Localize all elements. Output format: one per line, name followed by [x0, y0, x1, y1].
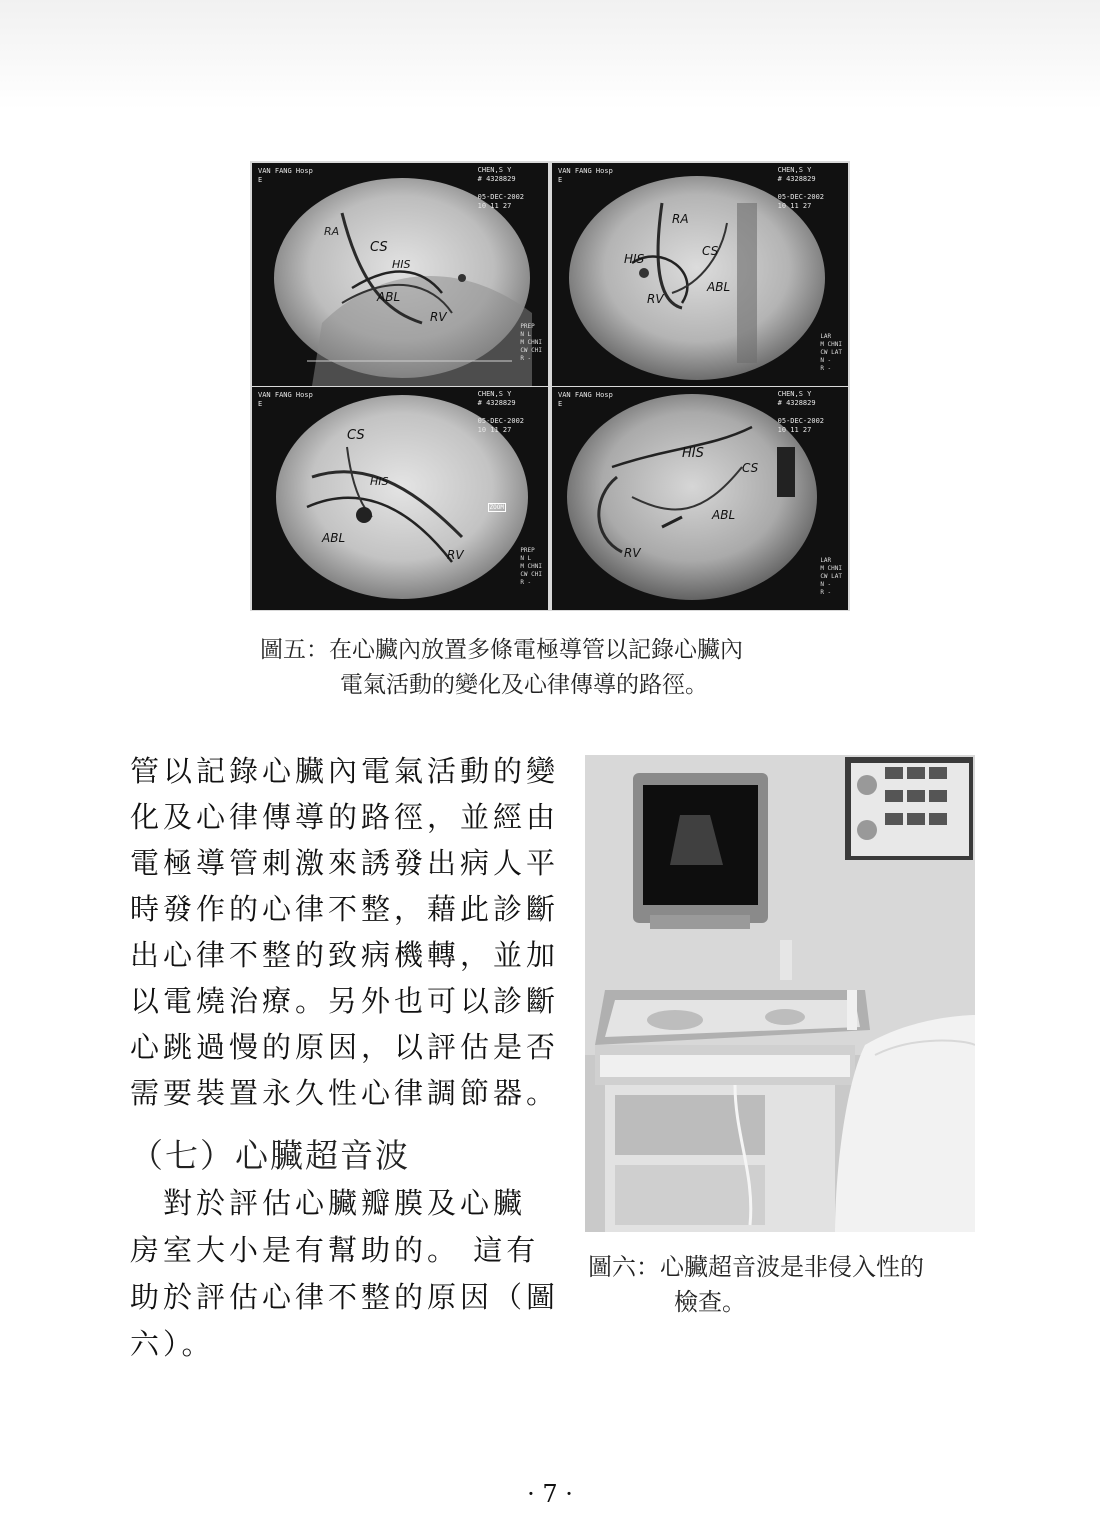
body-line: 管以記錄心臟內電氣活動的變: [130, 754, 560, 788]
svg-text:RV: RV: [430, 310, 447, 324]
xray-patient-label: CHEN,S Y # 4328829 05-DEC-2002 10 11 27: [777, 390, 824, 434]
section-heading: （七）心臟超音波: [130, 1136, 410, 1175]
figure-6-caption: [588, 1250, 988, 1320]
xray-side-label: PREP N L M CHNI CW CHI R -: [520, 547, 542, 586]
section-paragraph: [130, 1180, 560, 1368]
xray-hospital-label: VAN FANG Hosp E: [258, 391, 313, 408]
svg-text:HIS: HIS: [624, 252, 645, 266]
svg-text:ABL: ABL: [377, 290, 401, 304]
body-paragraph: [130, 748, 560, 1116]
body-line: 出心律不整的致病機轉，並加: [130, 938, 560, 972]
xray-panel-1: [252, 163, 548, 386]
figure-6-caption-line-2: 檢查。: [674, 1288, 746, 1316]
page-top-band: [0, 0, 1100, 110]
figure-5-caption: [250, 633, 850, 703]
svg-text:RV: RV: [647, 292, 664, 306]
xray-panel-2: [552, 163, 848, 386]
figure-5-caption-line-2: 電氣活動的變化及心律傳導的路徑。: [340, 672, 708, 698]
svg-text:HIS: HIS: [682, 446, 704, 461]
svg-text:RA: RA: [324, 225, 340, 238]
section-line: 房室大小是有幫助的。 這有: [130, 1233, 540, 1267]
svg-text:HIS: HIS: [392, 258, 411, 271]
body-line: 時發作的心律不整，藉此診斷: [130, 892, 560, 926]
svg-text:HIS: HIS: [370, 475, 389, 488]
xray-side-label: LAR M CHNI CW LAT N - R -: [820, 333, 842, 372]
xray-panel-4: [552, 387, 848, 610]
section-line: 助於評估心律不整的原因（圖: [130, 1280, 560, 1314]
body-line: 需要裝置永久性心律調節器。: [130, 1076, 560, 1110]
body-line: 電極導管刺激來誘發出病人平: [130, 846, 560, 880]
xray-patient-label: CHEN,S Y # 4328829 05-DEC-2002 10 11 27: [477, 390, 524, 434]
xray-patient-label: CHEN,S Y # 4328829 05-DEC-2002 10 11 27: [477, 166, 524, 210]
ultrasound-machine-image: [585, 755, 975, 1232]
xray-side-label: PREP N L M CHNI CW CHI R -: [520, 323, 542, 362]
body-line: 以電燒治療。另外也可以診斷: [130, 984, 560, 1018]
section-line: 六）。: [130, 1327, 215, 1361]
figure-6-ultrasound-photo: [585, 755, 975, 1232]
svg-text:ABL: ABL: [707, 280, 731, 294]
body-line: 心跳過慢的原因，以評估是否: [130, 1030, 560, 1064]
svg-text:RA: RA: [672, 212, 689, 226]
xray-patient-label: CHEN,S Y # 4328829 05-DEC-2002 10 11 27: [777, 166, 824, 210]
figure-5-caption-line-1: 圖五：在心臟內放置多條電極導管以記錄心臟內: [260, 637, 743, 663]
section-line: 對於評估心臟瓣膜及心臟: [130, 1186, 527, 1220]
svg-text:RV: RV: [624, 546, 641, 560]
svg-text:CS: CS: [347, 428, 365, 443]
xray-hospital-label: VAN FANG Hosp E: [558, 167, 613, 184]
xray-hospital-label: VAN FANG Hosp E: [558, 391, 613, 408]
svg-text:CS: CS: [370, 240, 388, 255]
svg-text:CS: CS: [702, 244, 719, 258]
body-line: 化及心律傳導的路徑，並經由: [130, 800, 560, 834]
svg-text:RV: RV: [447, 548, 464, 562]
xray-side-label: LAR M CHNI CW LAT N - R -: [820, 557, 842, 596]
page-number: · 7 ·: [527, 1480, 573, 1508]
figure-5-xray-grid: [250, 161, 850, 611]
svg-text:CS: CS: [742, 461, 759, 475]
figure-6-caption-line-1: 圖六：心臟超音波是非侵入性的: [588, 1253, 924, 1281]
zoom-label: ZOOM: [489, 504, 504, 511]
svg-text:ABL: ABL: [322, 531, 346, 545]
xray-panel-3: [252, 387, 548, 610]
svg-text:ABL: ABL: [712, 508, 736, 522]
xray-hospital-label: VAN FANG Hosp E: [258, 167, 313, 184]
